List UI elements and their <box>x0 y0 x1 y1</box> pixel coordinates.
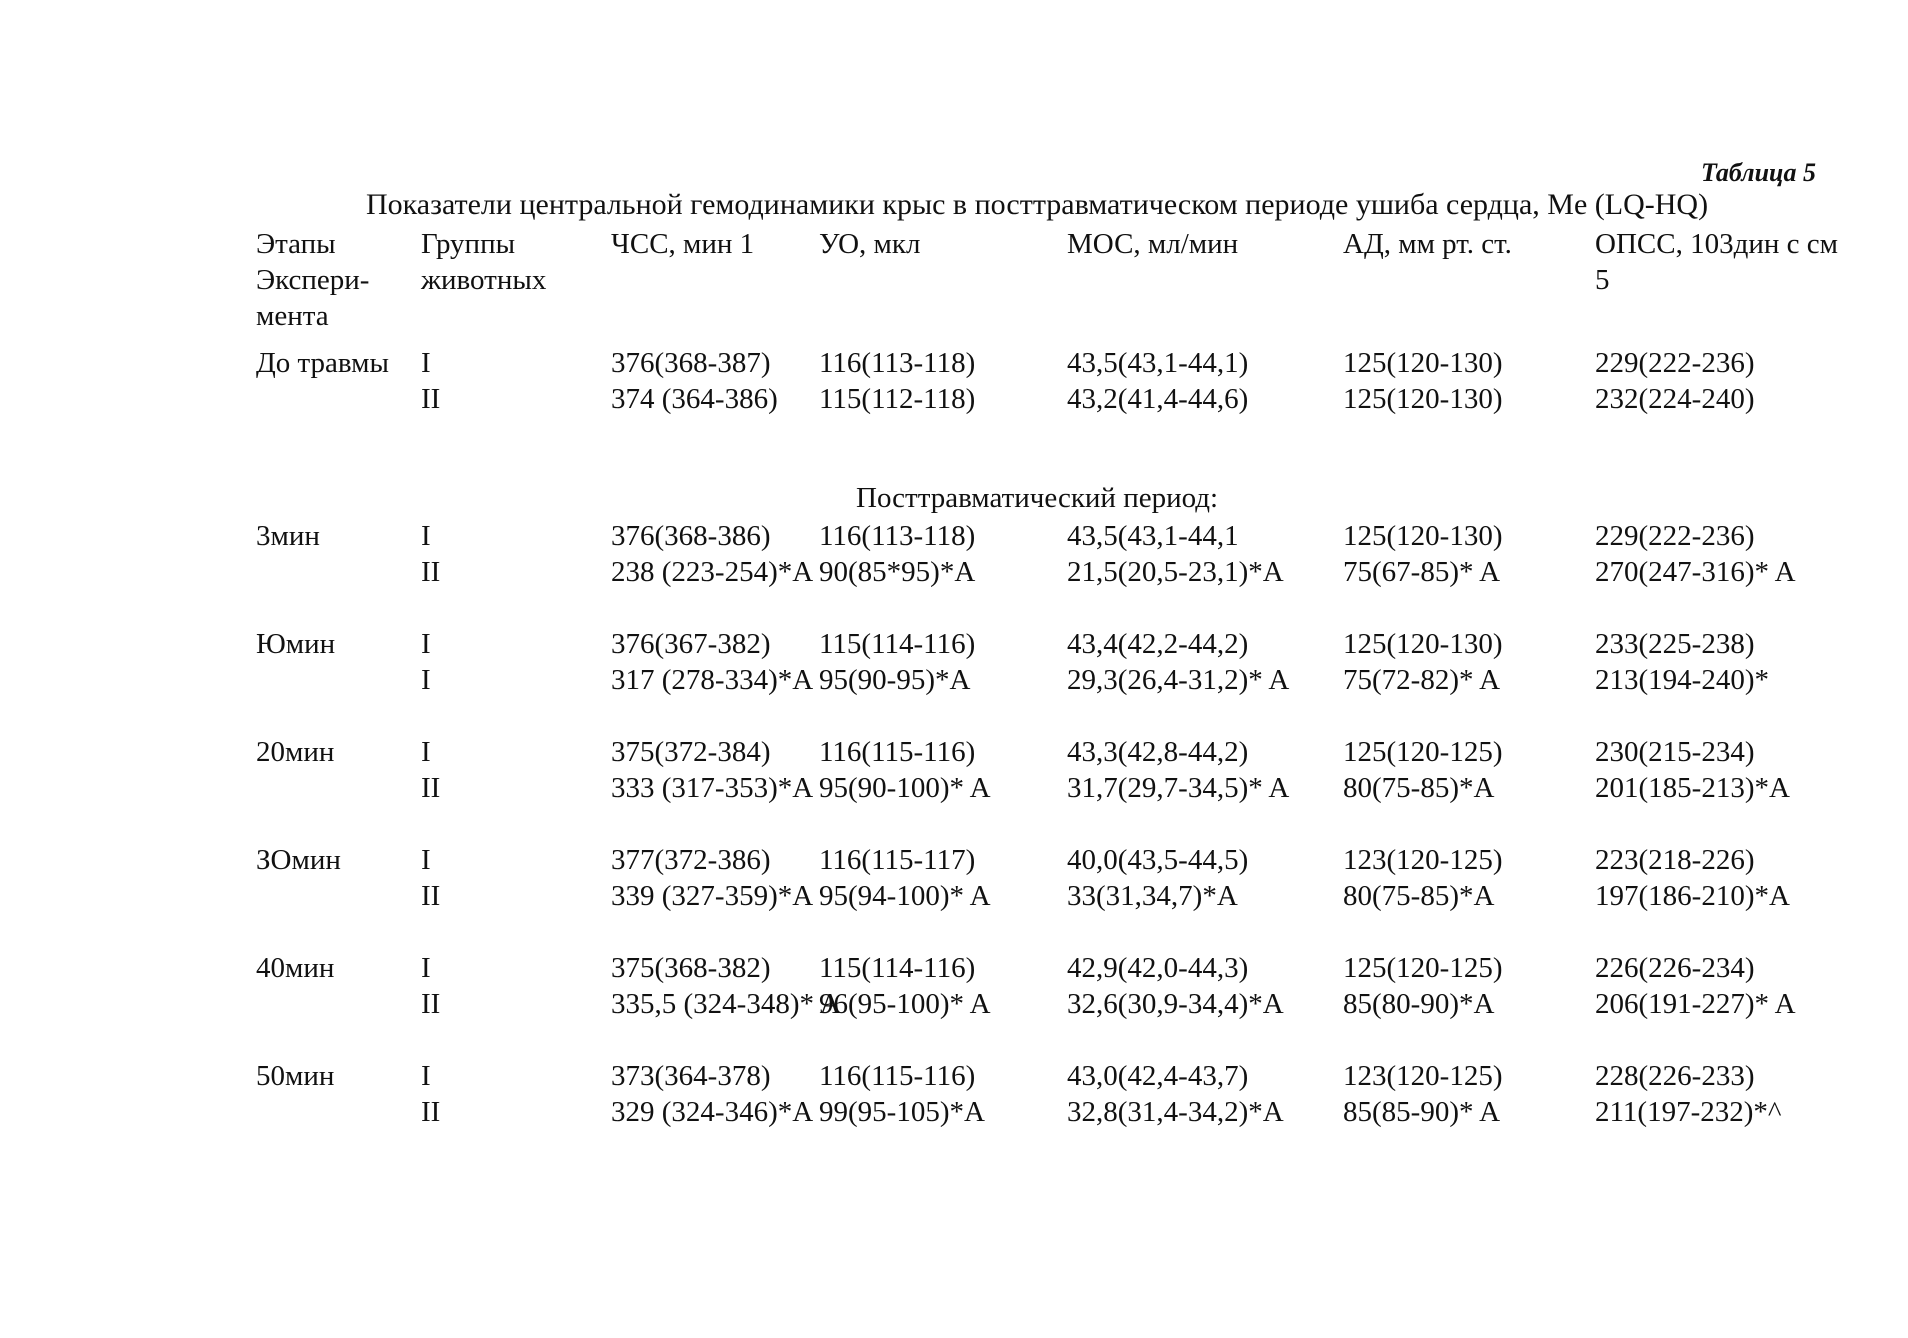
cell-stage: Юмин <box>256 628 336 660</box>
bp-value: 75(67-85)* A <box>1343 556 1501 588</box>
cell-sv <box>819 734 1059 806</box>
group-value: II <box>421 988 441 1020</box>
sv-value: 116(113-118) <box>819 347 976 379</box>
header-bp: АД, мм рт. ст. <box>1343 228 1512 260</box>
bp-value: 123(120-125) <box>1343 1060 1503 1092</box>
cell-mv <box>1067 734 1342 806</box>
section-label: Посттравматический период: <box>856 482 1219 514</box>
cell-svr <box>1595 518 1845 590</box>
cell-hr <box>611 626 814 698</box>
hr-value: 376(367-382) <box>611 628 771 660</box>
bp-value: 125(120-130) <box>1343 520 1503 552</box>
cell-hr <box>611 345 811 417</box>
group-value: II <box>421 880 441 912</box>
cell-group <box>421 518 611 590</box>
cell-bp <box>1343 518 1583 590</box>
mv-value: 43,3(42,8-44,2) <box>1067 736 1249 768</box>
svr-value: 270(247-316)* A <box>1595 556 1796 588</box>
cell-sv <box>819 842 1059 914</box>
bp-value: 125(120-125) <box>1343 736 1503 768</box>
cell-svr <box>1595 1058 1845 1130</box>
group-value: I <box>421 736 431 768</box>
cell-sv <box>819 950 1059 1022</box>
cell-group <box>421 734 611 806</box>
header-group: Группы животных <box>421 228 547 296</box>
hr-value: 339 (327-359)*A <box>611 880 814 912</box>
mv-value: 32,6(30,9-34,4)*A <box>1067 988 1284 1020</box>
bp-value: 125(120-125) <box>1343 952 1503 984</box>
svr-value: 228(226-233) <box>1595 1060 1755 1092</box>
hr-value: 373(364-378) <box>611 1060 771 1092</box>
svr-value: 211(197-232)*^ <box>1595 1096 1782 1128</box>
cell-hr <box>611 950 841 1022</box>
group-value: I <box>421 347 431 379</box>
table-caption: Таблица 5 <box>1700 158 1816 187</box>
sv-value: 115(114-116) <box>819 952 976 984</box>
sv-value: 95(94-100)* A <box>819 880 991 912</box>
svr-value: 223(218-226) <box>1595 844 1755 876</box>
bp-value: 85(85-90)* A <box>1343 1096 1501 1128</box>
cell-bp <box>1343 1058 1583 1130</box>
cell-hr <box>611 734 814 806</box>
bp-value: 125(120-130) <box>1343 383 1503 415</box>
mv-value: 33(31,34,7)*A <box>1067 880 1238 912</box>
svr-value: 197(186-210)*A <box>1595 880 1790 912</box>
header-mv: МОС, мл/мин <box>1067 228 1239 260</box>
sv-value: 116(115-116) <box>819 1060 976 1092</box>
sv-value: 115(114-116) <box>819 628 976 660</box>
hr-value: 375(372-384) <box>611 736 771 768</box>
cell-bp <box>1343 734 1583 806</box>
cell-svr <box>1595 626 1845 698</box>
cell-svr <box>1595 734 1845 806</box>
sv-value: 95(90-100)* A <box>819 772 991 804</box>
cell-svr <box>1595 950 1845 1022</box>
cell-stage: 40мин <box>256 952 335 984</box>
group-value: II <box>421 1096 441 1128</box>
group-value: I <box>421 520 431 552</box>
group-value: I <box>421 1060 431 1092</box>
cell-svr <box>1595 345 1845 417</box>
cell-stage: ЗОмин <box>256 844 341 876</box>
cell-sv <box>819 518 1059 590</box>
sv-value: 90(85*95)*A <box>819 556 976 588</box>
cell-stage: 20мин <box>256 736 335 768</box>
svr-value: 229(222-236) <box>1595 520 1755 552</box>
hr-value: 317 (278-334)*A <box>611 664 814 696</box>
group-value: I <box>421 664 431 696</box>
cell-stage: 50мин <box>256 1060 335 1092</box>
sv-value: 116(115-117) <box>819 844 976 876</box>
cell-stage: До травмы <box>256 347 389 379</box>
hr-value: 376(368-387) <box>611 347 771 379</box>
mv-value: 43,0(42,4-43,7) <box>1067 1060 1249 1092</box>
bp-value: 125(120-130) <box>1343 347 1503 379</box>
sv-value: 99(95-105)*A <box>819 1096 985 1128</box>
svr-value: 229(222-236) <box>1595 347 1755 379</box>
cell-bp <box>1343 842 1583 914</box>
header-stage: Этапы Экспери-мента <box>256 228 370 332</box>
sv-value: 115(112-118) <box>819 383 976 415</box>
cell-mv <box>1067 842 1342 914</box>
hr-value: 333 (317-353)*A <box>611 772 814 804</box>
cell-group <box>421 345 611 417</box>
hr-value: 377(372-386) <box>611 844 771 876</box>
mv-value: 42,9(42,0-44,3) <box>1067 952 1249 984</box>
cell-sv <box>819 345 1059 417</box>
hr-value: 375(368-382) <box>611 952 771 984</box>
svr-value: 226(226-234) <box>1595 952 1755 984</box>
hr-value: 238 (223-254)*A <box>611 556 814 588</box>
svr-value: 213(194-240)* <box>1595 664 1769 696</box>
bp-value: 75(72-82)* A <box>1343 664 1501 696</box>
cell-sv <box>819 1058 1059 1130</box>
cell-mv <box>1067 518 1342 590</box>
group-value: II <box>421 383 441 415</box>
mv-value: 40,0(43,5-44,5) <box>1067 844 1249 876</box>
mv-value: 31,7(29,7-34,5)* A <box>1067 772 1290 804</box>
sv-value: 96(95-100)* A <box>819 988 991 1020</box>
sv-value: 116(113-118) <box>819 520 976 552</box>
bp-value: 123(120-125) <box>1343 844 1503 876</box>
mv-value: 43,5(43,1-44,1) <box>1067 347 1249 379</box>
cell-mv <box>1067 626 1342 698</box>
cell-group <box>421 626 611 698</box>
bp-value: 125(120-130) <box>1343 628 1503 660</box>
cell-hr <box>611 1058 814 1130</box>
cell-bp <box>1343 950 1583 1022</box>
cell-svr <box>1595 842 1845 914</box>
svr-value: 201(185-213)*A <box>1595 772 1790 804</box>
cell-mv <box>1067 950 1342 1022</box>
group-value: I <box>421 628 431 660</box>
svr-value: 206(191-227)* A <box>1595 988 1796 1020</box>
header-sv: УО, мкл <box>819 228 921 260</box>
cell-group <box>421 950 611 1022</box>
cell-mv <box>1067 1058 1342 1130</box>
svr-value: 230(215-234) <box>1595 736 1755 768</box>
mv-value: 43,4(42,2-44,2) <box>1067 628 1249 660</box>
bp-value: 80(75-85)*A <box>1343 880 1495 912</box>
cell-stage: 3мин <box>256 520 320 552</box>
cell-group <box>421 842 611 914</box>
bp-value: 85(80-90)*A <box>1343 988 1495 1020</box>
cell-sv <box>819 626 1059 698</box>
group-value: II <box>421 772 441 804</box>
sv-value: 95(90-95)*A <box>819 664 971 696</box>
group-value: I <box>421 952 431 984</box>
table-title: Показатели центральной гемодинамики крыс в посттравматическом периоде ушиба сердца, Me (LQ-HQ) <box>366 188 1709 221</box>
sv-value: 116(115-116) <box>819 736 976 768</box>
hr-value: 335,5 (324-348)* A <box>611 988 841 1020</box>
bp-value: 80(75-85)*A <box>1343 772 1495 804</box>
hr-value: 329 (324-346)*A <box>611 1096 814 1128</box>
cell-group <box>421 1058 611 1130</box>
group-value: I <box>421 844 431 876</box>
mv-value: 32,8(31,4-34,2)*A <box>1067 1096 1284 1128</box>
mv-value: 43,2(41,4-44,6) <box>1067 383 1249 415</box>
cell-hr <box>611 518 814 590</box>
cell-mv <box>1067 345 1342 417</box>
header-hr: ЧСС, мин 1 <box>611 228 755 260</box>
cell-bp <box>1343 345 1583 417</box>
mv-value: 43,5(43,1-44,1 <box>1067 520 1239 552</box>
mv-value: 21,5(20,5-23,1)*A <box>1067 556 1284 588</box>
hr-value: 374 (364-386) <box>611 383 778 415</box>
header-svr: ОПСС, 103дин с см 5 <box>1595 228 1838 296</box>
cell-bp <box>1343 626 1583 698</box>
hr-value: 376(368-386) <box>611 520 771 552</box>
svr-value: 233(225-238) <box>1595 628 1755 660</box>
svr-value: 232(224-240) <box>1595 383 1755 415</box>
group-value: II <box>421 556 441 588</box>
mv-value: 29,3(26,4-31,2)* A <box>1067 664 1290 696</box>
cell-hr <box>611 842 814 914</box>
